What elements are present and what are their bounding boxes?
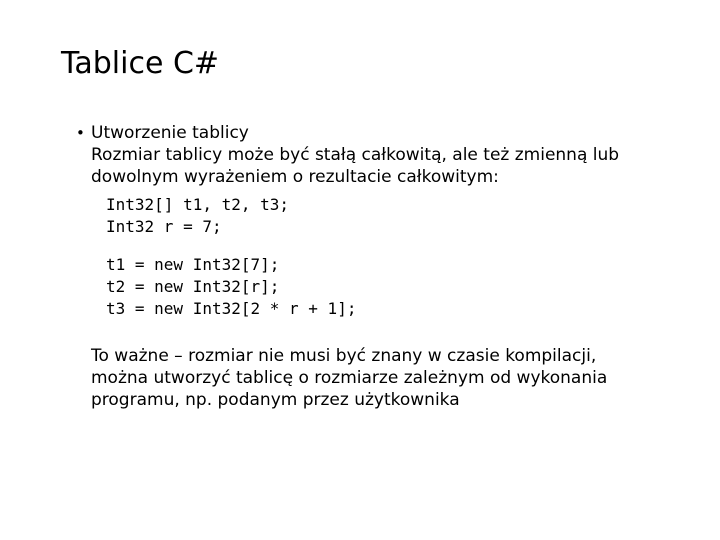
code-line-t2: t2 = new Int32[r]; <box>106 277 280 296</box>
code-line-t1: t1 = new Int32[7]; <box>106 255 280 274</box>
note-line-3: programu, np. podanym przez użytkownika <box>91 390 460 410</box>
note-line-2: można utworzyć tablicę o rozmiarze zależnym od wykonania <box>91 368 608 388</box>
description-line-1: Rozmiar tablicy może być stałą całkowitą, ale też zmienną lub <box>91 145 620 165</box>
bullet-icon: • <box>76 124 85 142</box>
slide-title: Tablice C# <box>61 46 220 81</box>
description-line-2: dowolnym wyrażeniem o rezultacie całkowitym: <box>91 167 499 187</box>
slide-content <box>76 122 696 411</box>
code-line-declaration: Int32[] t1, t2, t3; <box>106 195 290 214</box>
note-line-1: To ważne – rozmiar nie musi być znany w czasie kompilacji, <box>91 346 597 366</box>
bullet-item <box>76 122 696 144</box>
code-line-t3: t3 = new Int32[2 * r + 1]; <box>106 299 357 318</box>
bullet-heading: Utworzenie tablicy <box>91 123 249 143</box>
code-line-variable: Int32 r = 7; <box>106 217 222 236</box>
